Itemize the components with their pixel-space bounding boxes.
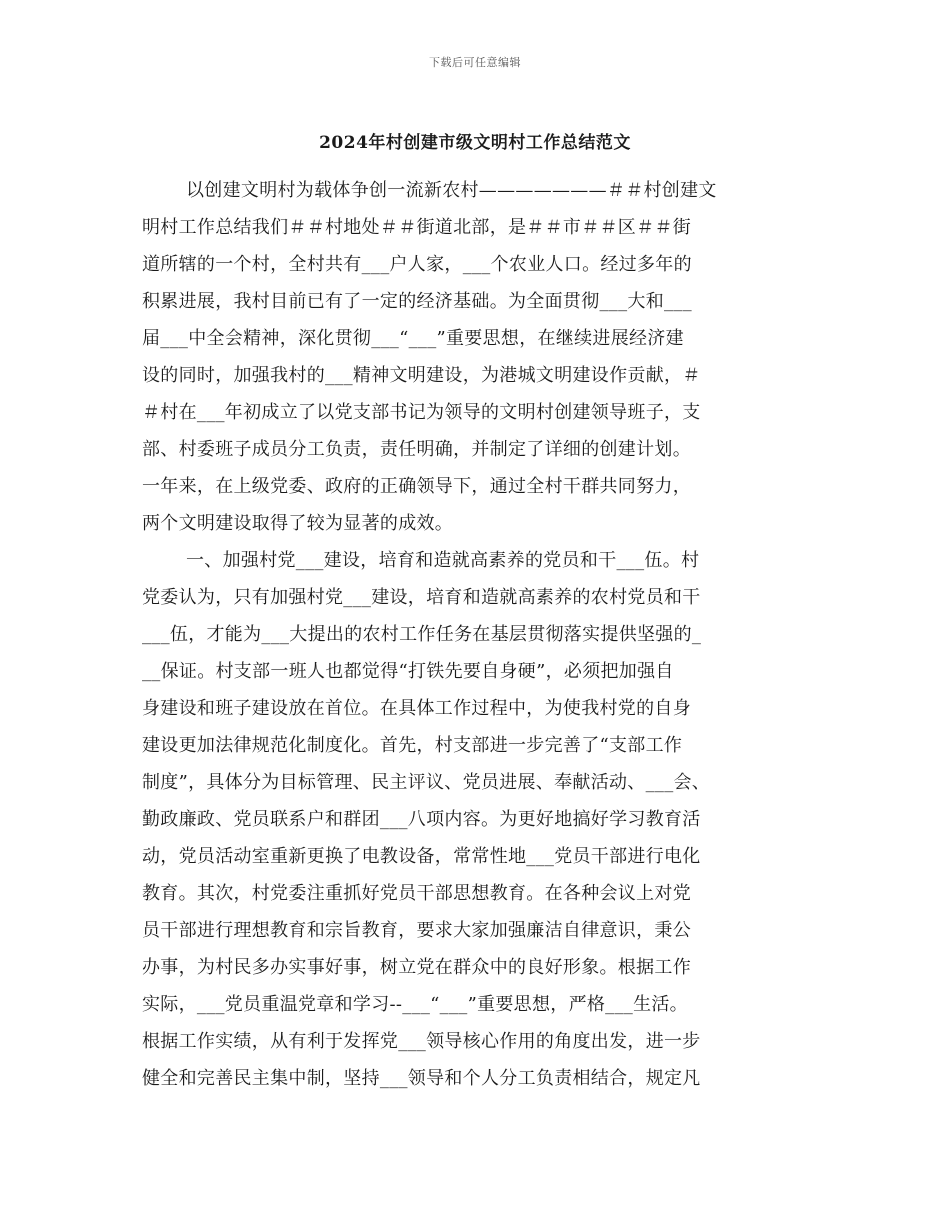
paragraph-line: __保证。村支部一班人也都觉得“打铁先要自身硬”，必须把加强自 <box>142 661 674 682</box>
document-title: 2024年村创建市级文明村工作总结范文 <box>319 133 631 153</box>
paragraph-line: 以创建文明村为载体争创一流新农村———————＃＃村创建文 <box>186 180 717 201</box>
paragraph-line: 部、村委班子成员分工负责，责任明确，并制定了详细的创建计划。 <box>142 439 691 460</box>
paragraph-line: 根据工作实绩，从有利于发挥党___领导核心作用的角度出发，进一步 <box>142 1031 701 1052</box>
paragraph-line: ＃村在___年初成立了以党支部书记为领导的文明村创建领导班子，支 <box>142 402 701 423</box>
paragraph-line: 两个文明建设取得了较为显著的成效。 <box>142 513 454 534</box>
paragraph-line: 设的同时，加强我村的___精神文明建设，为港城文明建设作贡献，＃ <box>142 365 701 386</box>
paragraph-line: 制度”，具体分为目标管理、民主评议、党员进展、奉献活动、___会、 <box>142 772 711 793</box>
paragraph-line: 建设更加法律规范化制度化。首先，村支部进一步完善了“支部工作 <box>142 735 683 756</box>
paragraph-line: 明村工作总结我们＃＃村地处＃＃街道北部，是＃＃市＃＃区＃＃街 <box>142 217 691 238</box>
paragraph-line: 动，党员活动室重新更换了电教设备，常常性地___党员干部进行电化 <box>142 846 701 867</box>
paragraph-line: 道所辖的一个村，全村共有___户人家，___个农业人口。经过多年的 <box>142 254 692 275</box>
paragraph-line: 员干部进行理想教育和宗旨教育，要求大家加强廉洁自律意识，秉公 <box>142 920 691 941</box>
paragraph-line: 届___中全会精神，深化贯彻___“___”重要思想，在继续进展经济建 <box>142 328 684 349</box>
paragraph-line: 身建设和班子建设放在首位。在具体工作过程中，为使我村党的自身 <box>142 698 691 719</box>
paragraph-line: 一、加强村党___建设，培育和造就高素养的党员和干___伍。村 <box>186 550 700 571</box>
paragraph-line: 教育。其次，村党委注重抓好党员干部思想教育。在各种会议上对党 <box>142 883 691 904</box>
paragraph-line: 实际，___党员重温党章和学习--___“___”重要思想，严格___生活。 <box>142 994 688 1015</box>
paragraph-line: ___伍，才能为___大提出的农村工作任务在基层贯彻落实提供坚强的_ <box>142 624 702 645</box>
document-body <box>142 172 812 1097</box>
paragraph-line: 积累进展，我村目前已有了一定的经济基础。为全面贯彻___大和___ <box>142 291 692 312</box>
paragraph-line: 办事，为村民多办实事好事，树立党在群众中的良好形象。根据工作 <box>142 957 691 978</box>
paragraph-line: 勤政廉政、党员联系户和群团___八项内容。为更好地搞好学习教育活 <box>142 809 701 830</box>
paragraph-line: 一年来，在上级党委、政府的正确领导下，通过全村干群共同努力， <box>142 476 691 497</box>
header-note: 下载后可任意编辑 <box>429 56 521 69</box>
paragraph-line: 党委认为，只有加强村党___建设，培育和造就高素养的农村党员和干 <box>142 587 701 608</box>
paragraph-line: 健全和完善民主集中制，坚持___领导和个人分工负责相结合，规定凡 <box>142 1068 701 1089</box>
